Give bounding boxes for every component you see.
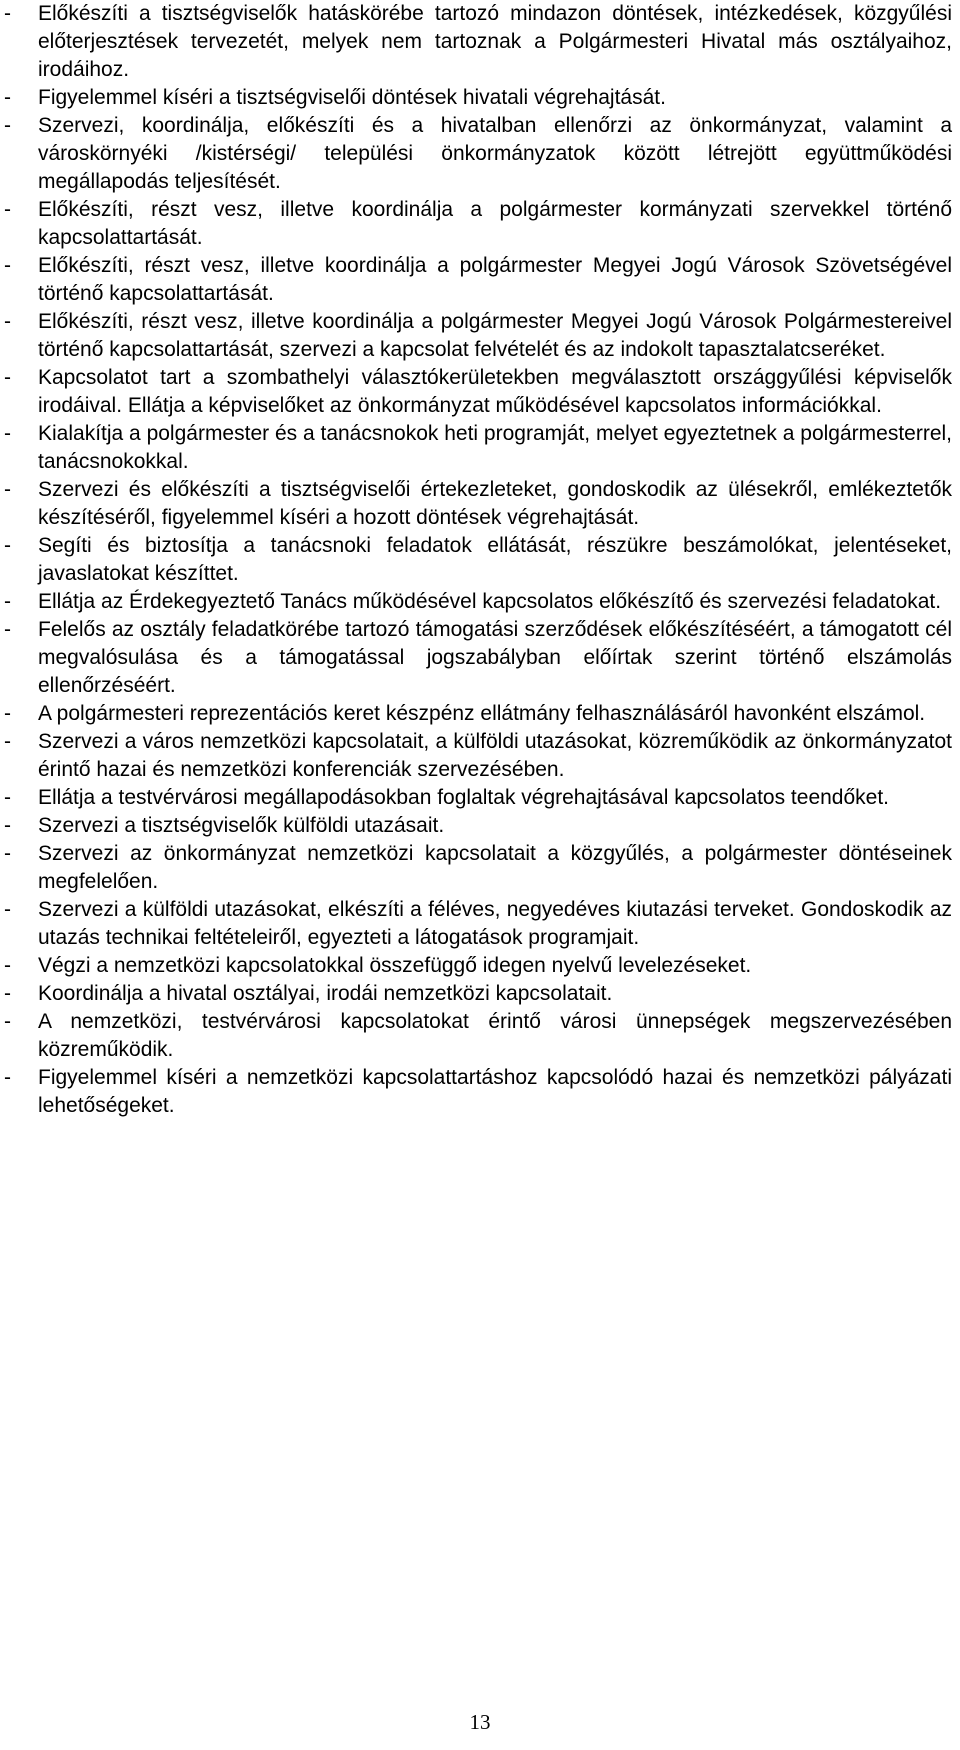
list-item bbox=[4, 476, 952, 532]
list-item bbox=[4, 1008, 952, 1064]
list-item bbox=[4, 784, 952, 812]
bullet-dash: - bbox=[4, 478, 11, 501]
list-item-text: A polgármesteri reprezentációs keret készpénz ellátmány felhasználásáról havonként elszámol. bbox=[38, 702, 926, 725]
bullet-dash: - bbox=[4, 422, 11, 445]
list-item-text: Kapcsolatot tart a szombathelyi választókerületekben megválasztott országgyűlési képviselők irodáival. Ellátja a képviselőket az önkormányzat működésével kapcsolatos információkkal. bbox=[38, 366, 952, 417]
bullet-dash: - bbox=[4, 590, 11, 613]
bullet-dash: - bbox=[4, 114, 11, 137]
list-item-text: Figyelemmel kíséri a nemzetközi kapcsolattartáshoz kapcsolódó hazai és nemzetközi pályázati lehetőségeket. bbox=[38, 1066, 952, 1117]
list-item bbox=[4, 812, 952, 840]
bullet-dash: - bbox=[4, 1010, 11, 1033]
list-item bbox=[4, 196, 952, 252]
list-item-text: A nemzetközi, testvérvárosi kapcsolatokat érintő városi ünnepségek megszervezésében közreműködik. bbox=[38, 1010, 952, 1061]
list-item bbox=[4, 84, 952, 112]
bullet-dash: - bbox=[4, 842, 11, 865]
bullet-dash: - bbox=[4, 954, 11, 977]
list-item bbox=[4, 252, 952, 308]
list-item bbox=[4, 728, 952, 784]
task-list bbox=[4, 0, 952, 1120]
bullet-dash: - bbox=[4, 814, 11, 837]
list-item-text: Ellátja a testvérvárosi megállapodásokban foglaltak végrehajtásával kapcsolatos teendőket. bbox=[38, 786, 890, 809]
list-item bbox=[4, 420, 952, 476]
bullet-dash: - bbox=[4, 310, 11, 333]
list-item bbox=[4, 952, 952, 980]
list-item-text: Végzi a nemzetközi kapcsolatokkal összefüggő idegen nyelvű levelezéseket. bbox=[38, 954, 752, 977]
list-item-text: Előkészíti, részt vesz, illetve koordinálja a polgármester Megyei Jogú Városok Polgármestereivel történő kapcsolattartását, szervezi a kapcsolat felvételét és az indokolt tapasztalatcseréket. bbox=[38, 310, 952, 361]
list-item bbox=[4, 1064, 952, 1120]
list-item-text: Szervezi a tisztségviselők külföldi utazásait. bbox=[38, 814, 445, 837]
bullet-dash: - bbox=[4, 534, 11, 557]
page-number: 13 bbox=[469, 1710, 491, 1734]
document-page bbox=[4, 0, 952, 1120]
list-item-text: Figyelemmel kíséri a tisztségviselői döntések hivatali végrehajtását. bbox=[38, 86, 666, 109]
list-item-text: Szervezi és előkészíti a tisztségviselői értekezleteket, gondoskodik az ülésekről, emlékeztetők készítéséről, figyelemmel kíséri a hozott döntések végrehajtását. bbox=[38, 478, 952, 529]
bullet-dash: - bbox=[4, 254, 11, 277]
bullet-dash: - bbox=[4, 2, 11, 25]
list-item-text: Ellátja az Érdekegyeztető Tanács működésével kapcsolatos előkészítő és szervezési feladatokat. bbox=[38, 590, 942, 613]
list-item-text: Előkészíti, részt vesz, illetve koordinálja a polgármester Megyei Jogú Városok Szövetségével történő kapcsolattartását. bbox=[38, 254, 952, 305]
bullet-dash: - bbox=[4, 1066, 11, 1089]
list-item-text: Előkészíti a tisztségviselők hatáskörébe tartozó mindazon döntések, intézkedések, közgyűlési előterjesztések tervezetét, melyek nem tartoznak a Polgármesteri Hivatal más osztályaihoz, irodáihoz. bbox=[38, 2, 952, 81]
list-item-text: Kialakítja a polgármester és a tanácsnokok heti programját, melyet egyeztetnek a polgármesterrel, tanácsnokokkal. bbox=[38, 422, 952, 473]
bullet-dash: - bbox=[4, 730, 11, 753]
list-item-text: Szervezi a külföldi utazásokat, elkészíti a féléves, negyedéves kiutazási terveket. Gondoskodik az utazás technikai feltételeiről, egyezteti a látogatások programjait. bbox=[38, 898, 952, 949]
list-item-text: Felelős az osztály feladatkörébe tartozó támogatási szerződések előkészítéséért, a támogatott cél megvalósulása és a támogatással jogszabályban előírtak szerint történő elszámolás ellenőrzéséért. bbox=[38, 618, 952, 697]
list-item bbox=[4, 532, 952, 588]
list-item-text: Szervezi, koordinálja, előkészíti és a hivatalban ellenőrzi az önkormányzat, valamint a városkörnyéki /kistérségi/ települési önkormányzatok között létrejött együttműködési megállapodás teljesítését. bbox=[38, 114, 952, 193]
bullet-dash: - bbox=[4, 198, 11, 221]
bullet-dash: - bbox=[4, 982, 11, 1005]
bullet-dash: - bbox=[4, 618, 11, 641]
bullet-dash: - bbox=[4, 366, 11, 389]
bullet-dash: - bbox=[4, 786, 11, 809]
list-item bbox=[4, 308, 952, 364]
list-item bbox=[4, 616, 952, 700]
list-item-text: Szervezi az önkormányzat nemzetközi kapcsolatait a közgyűlés, a polgármester döntéseinek megfelelően. bbox=[38, 842, 952, 893]
list-item bbox=[4, 896, 952, 952]
list-item-text: Előkészíti, részt vesz, illetve koordinálja a polgármester kormányzati szervekkel történő kapcsolattartását. bbox=[38, 198, 952, 249]
bullet-dash: - bbox=[4, 86, 11, 109]
list-item-text: Segíti és biztosítja a tanácsnoki feladatok ellátását, részükre beszámolókat, jelentéseket, javaslatokat készíttet. bbox=[38, 534, 952, 585]
list-item bbox=[4, 588, 952, 616]
bullet-dash: - bbox=[4, 702, 11, 725]
bullet-dash: - bbox=[4, 898, 11, 921]
list-item-text: Szervezi a város nemzetközi kapcsolatait, a külföldi utazásokat, közreműködik az önkormányzatot érintő hazai és nemzetközi konferenciák szervezésében. bbox=[38, 730, 952, 781]
list-item bbox=[4, 980, 952, 1008]
list-item bbox=[4, 112, 952, 196]
list-item bbox=[4, 364, 952, 420]
list-item bbox=[4, 0, 952, 84]
list-item-text: Koordinálja a hivatal osztályai, irodái nemzetközi kapcsolatait. bbox=[38, 982, 613, 1005]
list-item bbox=[4, 840, 952, 896]
list-item bbox=[4, 700, 952, 728]
